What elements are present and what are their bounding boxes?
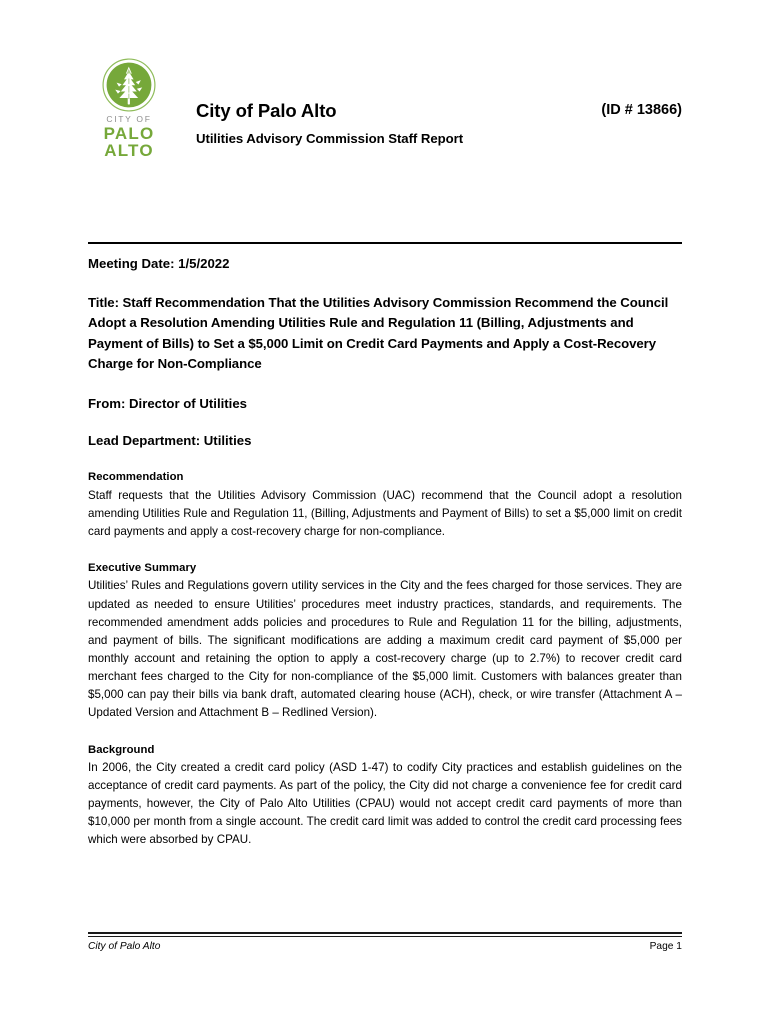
section-heading: Background — [88, 743, 155, 756]
section-body: In 2006, the City created a credit card policy (ASD 1-47) to codify City practices and establish guidelines on the acceptance of credit card payments. As part of the policy, the City did not charge a convenience fee for credit card payments, however, the City of Palo Alto Utilities (CPAU) would not accept credit card payments of more than $10,000 per month from a single account. The credit card limit was added to control the credit card processing fees which were absorbed by CPAU. — [88, 760, 682, 847]
document-title: Title: Staff Recommendation That the Utilities Advisory Commission Recommend the Council Adopt a Resolution Amending Utilities Rule and Regulation 11 (Billing, Adjustments and Payment of Bills) to Set a $5,000 Limit on Credit Card Payments and Apply a Cost-Recovery Charge for Non-Compliance — [88, 294, 669, 372]
logo-palo-text: PALO — [103, 123, 155, 143]
document-header — [88, 0, 682, 176]
header-title-group — [196, 100, 576, 146]
organization-title: City of Palo Alto — [196, 100, 337, 121]
section-heading: Recommendation — [88, 471, 184, 484]
city-logo — [88, 58, 170, 160]
footer-divider-thin — [88, 936, 682, 937]
from-line: From: Director of Utilities — [88, 395, 247, 411]
section-heading: Executive Summary — [88, 562, 197, 575]
footer-city-name: City of Palo Alto — [88, 940, 161, 952]
palo-alto-tree-logo-icon — [102, 58, 156, 112]
section-recommendation — [88, 469, 682, 541]
footer-page-number: Page 1 — [649, 940, 682, 952]
footer-row — [88, 941, 682, 952]
logo-city-of-text: CITY OF — [106, 114, 152, 124]
section-background — [88, 742, 682, 850]
lead-department-line: Lead Department: Utilities — [88, 433, 252, 449]
page-content — [88, 0, 682, 850]
logo-alto-text: ALTO — [104, 141, 154, 160]
section-body: Utilities’ Rules and Regulations govern utility services in the City and the fees charged for those services. They are updated as needed to ensure Utilities’ procedures meet industry practices, standards, and requirements. The recommended amendment adds policies and procedures to Rule and Regulation 11 for the billing, adjustments, and payment of bills. The significant modifications are adding a maximum credit card payment of $5,000 per monthly account and retaining the option to apply a cost-recovery charge (up to 2.7%) to recover credit card merchant fees charged to the City for non-compliance of the $5,000 limit. Customers with balances greater than $5,000 can pay their bills via bank draft, automated clearing house (ACH), check, or wire transfer (Attachment A – Updated Version and Attachment B – Redlined Version). — [88, 579, 682, 720]
document-id: (ID # 13866) — [601, 102, 682, 118]
section-executive-summary — [88, 560, 682, 723]
header-divider-rule — [88, 242, 682, 244]
report-subtitle: Utilities Advisory Commission Staff Report — [196, 130, 464, 146]
footer-divider-thick — [88, 932, 682, 934]
meeting-date: Meeting Date: 1/5/2022 — [88, 256, 230, 271]
document-footer — [88, 932, 682, 952]
section-body: Staff requests that the Utilities Advisory Commission (UAC) recommend that the Council adopt a resolution amending Utilities Rule and Regulation 11, (Billing, Adjustments and Payment of Bills) to set a $5,000 limit on credit card payments and apply a cost-recovery charge for non-compliance. — [88, 488, 682, 538]
